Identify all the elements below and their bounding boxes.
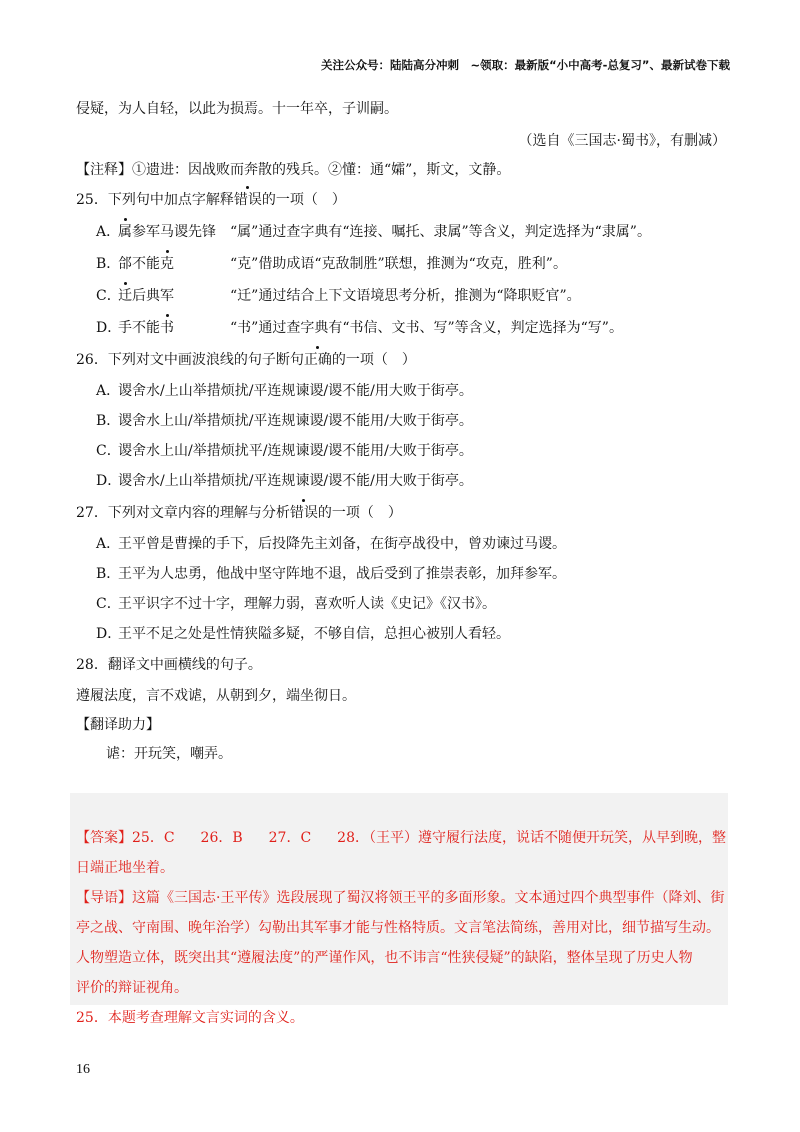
q27-option-a: A．王平曾是曹操的手下，后投降先主刘备，在街亭战役中，曾劝谏过马谡。 (96, 536, 566, 552)
note-label: 【注释】 (76, 162, 132, 178)
q25-option-c-explain: “迁”通过结合上下文语境思考分析，推测为“降职贬官”。 (230, 288, 581, 304)
answer-line-1: 【答案】25．C 26．B 27．C 28．（王平）遵守履行法度，说话不随便开玩笑，从早到晚，整 (76, 830, 726, 846)
q25-option-b: B．郃不能克 “克”借助成语“克敌制胜”联想，推测为“攻克，胜利”。 (96, 256, 567, 272)
q25-option-c: C．迁后典军 “迁”通过结合上下文语境思考分析，推测为“降职贬官”。 (96, 288, 581, 304)
q25-option-a: A．属参军马谡先锋 “属”通过查字典有“连接、嘱托、隶属”等含义，判定选择为“隶属”。 (96, 224, 651, 240)
passage-tail: 侵疑，为人自轻，以此为损焉。十一年卒，子训嗣。 (76, 101, 398, 117)
q25-emphasis: 错误 (233, 192, 262, 208)
q26-option-b: B．谡舍水上山/举措烦扰/平连规谏谡/谡不能用/大败于街亭。 (96, 413, 473, 429)
q26-option-a: A．谡舍水/上山举措烦扰/平连规谏谡/谡不能/用大败于街亭。 (96, 383, 473, 399)
answer-label: 【答案】 (76, 830, 132, 846)
dotted-char: 迁 (118, 288, 132, 304)
q27-stem: 27．下列对文章内容的理解与分析错误的一项（ ） (76, 505, 402, 521)
q26-option-c: C．谡舍水上山/举措烦扰平/连规谏谡/谡不能用/大败于街亭。 (96, 443, 473, 459)
q26-emphasis: 正确 (303, 352, 332, 368)
q27-emphasis: 错误 (289, 505, 318, 521)
q26-option-d: D．谡舍水/上山举措烦扰/平连规谏谡/谡不能/用大败于街亭。 (96, 473, 473, 489)
translation-help-text: 谑：开玩笑，嘲弄。 (106, 746, 232, 762)
q25-option-b-explain: “克”借助成语“克敌制胜”联想，推测为“攻克，胜利”。 (230, 256, 567, 272)
page-number: 16 (76, 1062, 90, 1077)
note-text: ①遗进：因战败而奔散的残兵。②懂：通“孀”，斯文，文静。 (132, 162, 511, 178)
q25-stem: 25．下列句中加点字解释错误的一项（ ） (76, 192, 346, 208)
annotation-note (76, 160, 726, 180)
q28-sentence: 遵履法度，言不戏谑，从朝到夕，端坐彻日。 (76, 688, 356, 704)
q28-stem: 28．翻译文中画横线的句子。 (76, 657, 262, 673)
answer-line-2: 日端正地坐着。 (76, 860, 174, 876)
guide-line-4: 评价的辩证视角。 (76, 980, 188, 996)
dotted-char: 书 (160, 320, 174, 336)
q26-stem: 26．下列对文中画波浪线的句子断句正确的一项（ ） (76, 352, 416, 368)
q25-option-d-explain: “书”通过查字典有“书信、文书、写”等含义，判定选择为“写”。 (230, 320, 623, 336)
guide-line-1: 【导语】这篇《三国志·王平传》选段展现了蜀汉将领王平的多面形象。文本通过四个典型事件（降刘、街 (76, 890, 725, 906)
guide-line-3: 人物塑造立体，既突出其“遵履法度”的严谨作风，也不讳言“性狭侵疑”的缺陷，整体呈现了历史人物 (76, 950, 693, 966)
page-header: 关注公众号：陆陆高分冲刺 ~领取：最新版“小中高考-总复习”、最新试卷下载 (320, 58, 730, 72)
dotted-char: 克 (160, 256, 174, 272)
guide-line-2: 亭之战、守南围、晚年治学）勾勒出其军事才能与性格特质。文言笔法简练，善用对比，细节描写生动。 (76, 920, 720, 936)
q25-option-a-explain: “属”通过查字典有“连接、嘱托、隶属”等含义，判定选择为“隶属”。 (230, 224, 651, 240)
guide-label: 【导语】 (76, 890, 132, 906)
translation-help-label: 【翻译助力】 (76, 717, 160, 733)
q27-option-d: D．王平不足之处是性情狭隘多疑，不够自信，总担心被别人看轻。 (96, 626, 510, 642)
dotted-char: 属 (118, 224, 132, 240)
q25-option-d: D．手不能书 “书”通过查字典有“书信、文书、写”等含义，判定选择为“写”。 (96, 320, 623, 336)
q27-option-b: B．王平为人忠勇，他战中坚守阵地不退，战后受到了推崇表彰，加拜参军。 (96, 566, 566, 582)
analysis-25: 25．本题考查理解文言实词的含义。 (76, 1010, 304, 1026)
q27-option-c: C．王平识字不过十字，理解力弱，喜欢听人读《史记》《汉书》。 (96, 596, 496, 612)
source-citation: （选自《三国志·蜀书》，有删减） (518, 133, 726, 149)
